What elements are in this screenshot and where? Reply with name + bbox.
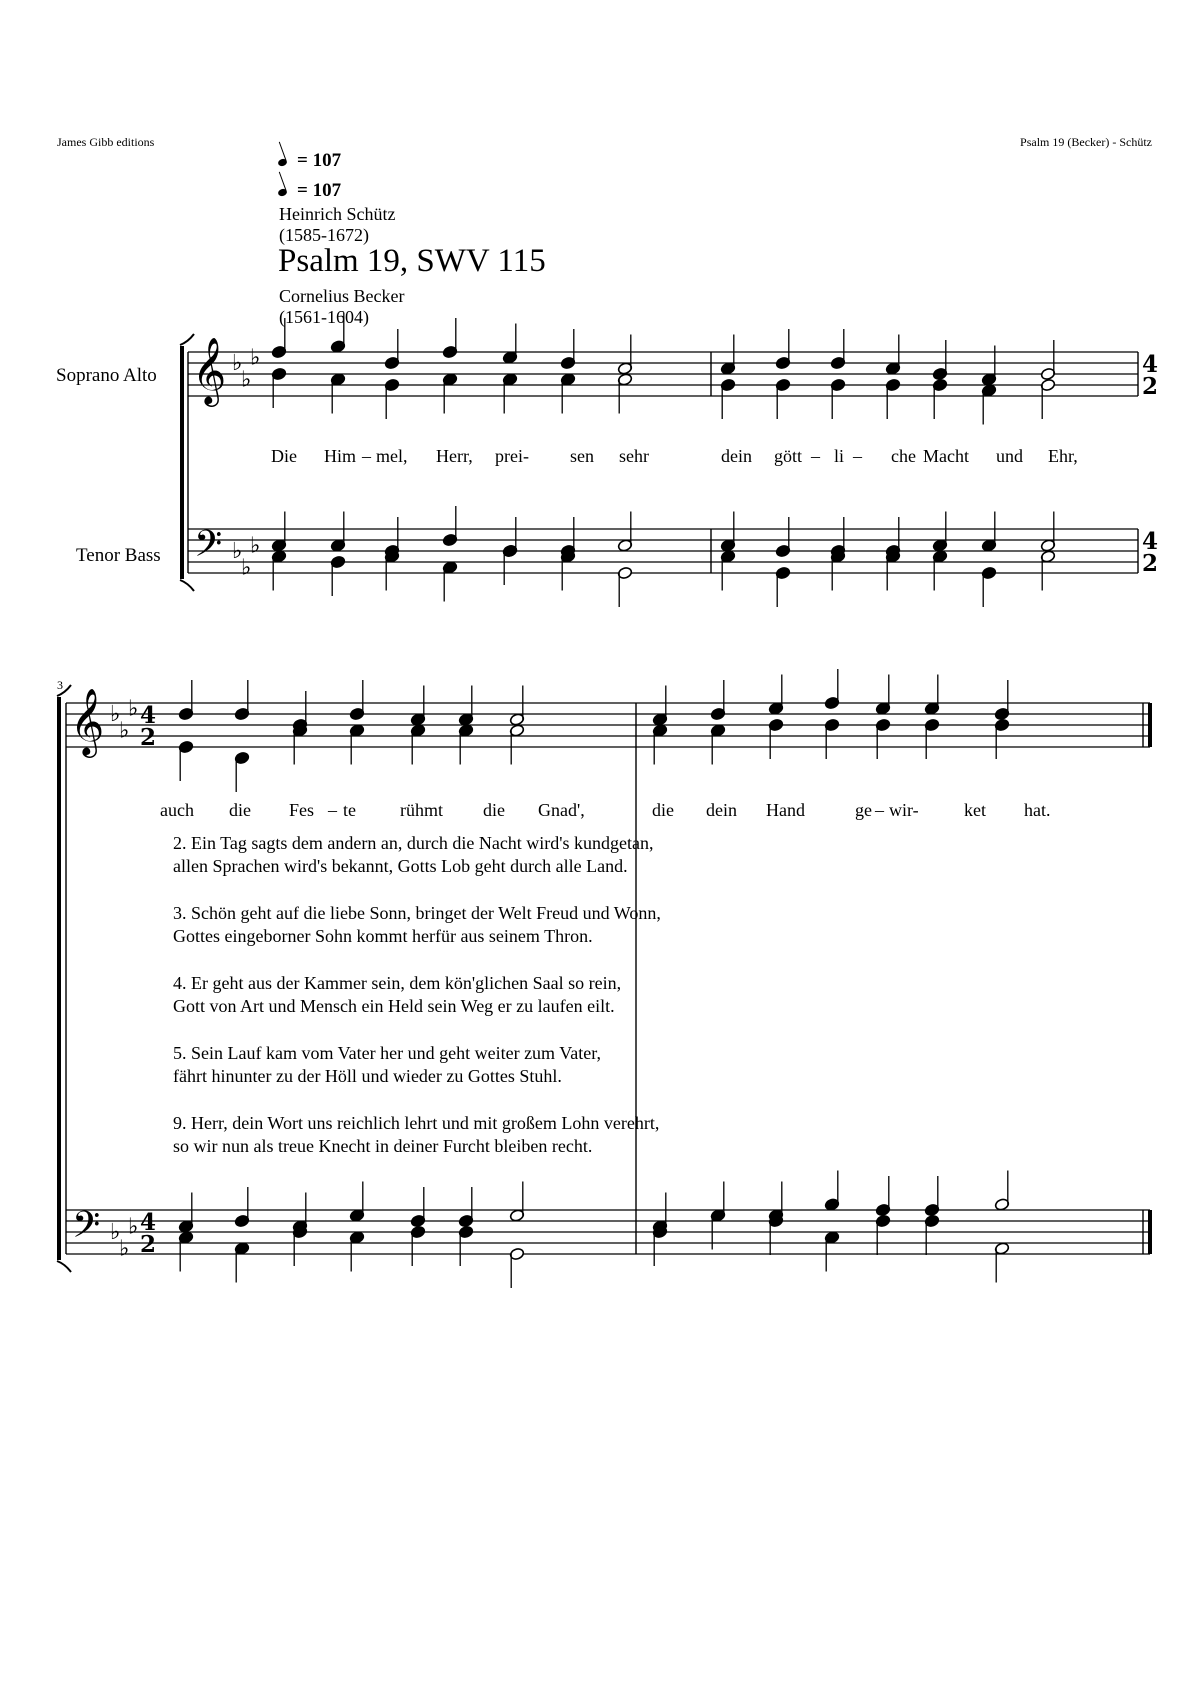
- lyric-syllable: Die: [271, 446, 297, 466]
- verse-line: 5. Sein Lauf kam vom Vater her und geht weiter zum Vater,: [173, 1043, 601, 1063]
- lyric-syllable: die: [229, 800, 251, 820]
- flat-icon: ♭: [119, 1236, 130, 1262]
- flat-icon: ♭: [110, 702, 121, 727]
- lyric-syllable: sen: [570, 446, 594, 466]
- lyric-syllable: die: [483, 800, 505, 820]
- lyric-syllable: dein: [721, 446, 752, 466]
- measure-number: 3: [57, 678, 63, 692]
- lyric-syllable: sehr: [619, 446, 649, 466]
- lyric-syllable: wir-: [889, 800, 919, 820]
- lyric-syllable: Fes: [289, 800, 315, 820]
- composer-name: Heinrich Schütz: [279, 204, 396, 224]
- bracket-hook: [180, 580, 194, 591]
- notes: [178, 313, 1055, 1289]
- tempo-marking-1: = 107: [278, 150, 341, 172]
- treble-clef-icon: 𝄞: [70, 687, 105, 755]
- flat-icon: ♭: [241, 367, 252, 393]
- staff-lines: [66, 352, 1150, 1254]
- lyric-hyphen: –: [811, 446, 820, 466]
- lyric-syllable: Ehr,: [1048, 446, 1078, 466]
- flat-icon: ♭: [119, 718, 130, 744]
- lyric-syllable: prei-: [495, 446, 529, 466]
- lyric-syllable: ket: [964, 800, 986, 820]
- running-title: Psalm 19 (Becker) - Schütz: [1020, 135, 1152, 149]
- composer-dates: (1585-1672): [279, 225, 369, 245]
- flat-icon: ♭: [128, 1214, 139, 1240]
- bass-clef-icon: 𝄢: [72, 1204, 101, 1255]
- time-signature-numerator: 4: [1142, 351, 1159, 378]
- lyric-syllable: Him: [324, 446, 357, 466]
- lyric-syllable: hat.: [1024, 800, 1051, 820]
- lyric-hyphen: –: [328, 800, 337, 820]
- time-signature-denominator: 2: [1142, 550, 1159, 577]
- flat-icon: ♭: [232, 351, 243, 376]
- lyric-syllable: gött: [774, 446, 803, 466]
- poet-name: Cornelius Becker: [279, 286, 405, 306]
- flat-icon: ♭: [232, 539, 243, 564]
- lyric-syllable: Herr,: [436, 446, 473, 466]
- lyric-syllable: Hand: [766, 800, 805, 820]
- flat-icon: ♭: [250, 345, 261, 371]
- verse-line: Gottes eingeborner Sohn kommt herfür aus seinem Thron.: [173, 926, 593, 946]
- edition-credit: James Gibb editions: [57, 135, 155, 149]
- verse-line: Gott von Art und Mensch ein Held sein Weg er zu laufen eilt.: [173, 996, 615, 1016]
- key-signatures: [110, 346, 260, 1262]
- lyric-syllable: che: [891, 446, 916, 466]
- lyric-syllable: rühmt: [400, 800, 443, 820]
- barlines: [66, 352, 1150, 1254]
- verse-line: fährt hinunter zu der Höll und wieder zu Gottes Stuhl.: [173, 1066, 562, 1086]
- page-title: Psalm 19, SWV 115: [278, 243, 546, 279]
- time-signature-denominator: 2: [140, 1231, 157, 1258]
- system-brackets: [57, 334, 194, 1272]
- upper-staff-label: Soprano Alto: [56, 365, 157, 386]
- lyric-syllable: te: [343, 800, 356, 820]
- verse-line: 4. Er geht aus der Kammer sein, dem kön'glichen Saal so rein,: [173, 973, 622, 993]
- lyric-syllable: Gnad',: [538, 800, 585, 820]
- verse-line: so wir nun als treue Knecht in deiner Furcht bleiben recht.: [173, 1136, 593, 1156]
- verse-line: 2. Ein Tag sagts dem andern an, durch die Nacht wird's kundgetan,: [173, 833, 654, 853]
- lyric-syllable: die: [652, 800, 674, 820]
- lyric-hyphen: –: [875, 800, 884, 820]
- flat-icon: ♭: [128, 696, 139, 722]
- treble-clef-icon: 𝄞: [192, 336, 227, 404]
- bracket-hook: [57, 685, 71, 696]
- time-signature-denominator: 2: [1142, 373, 1159, 400]
- lyric-syllable: und: [996, 446, 1023, 466]
- verse-line: 3. Schön geht auf die liebe Sonn, bringet der Welt Freud und Wonn,: [173, 903, 661, 923]
- lyric-syllable: mel,: [376, 446, 408, 466]
- lower-staff-label: Tenor Bass: [76, 545, 161, 566]
- clefs: [70, 336, 226, 1255]
- time-signature-denominator: 2: [140, 724, 157, 751]
- tempo-marking-2: = 107: [278, 180, 341, 202]
- lyric-syllable: dein: [706, 800, 737, 820]
- flat-icon: ♭: [110, 1220, 121, 1245]
- bracket-hook: [57, 1261, 71, 1272]
- flat-icon: ♭: [241, 555, 252, 581]
- verse-line: allen Sprachen wird's bekannt, Gotts Lob geht durch alle Land.: [173, 856, 628, 876]
- flat-icon: ♭: [250, 533, 261, 559]
- lyric-hyphen: –: [853, 446, 862, 466]
- time-signature-numerator: 4: [1142, 528, 1159, 555]
- time-signature-numerator: 4: [140, 702, 157, 729]
- lyric-syllable: li: [834, 446, 845, 466]
- time-signatures: [140, 351, 1158, 1258]
- lyric-syllable: Macht: [923, 446, 969, 466]
- bass-clef-icon: 𝄢: [194, 523, 223, 574]
- lyric-hyphen: –: [362, 446, 371, 466]
- time-signature-numerator: 4: [140, 1209, 157, 1236]
- poet-dates: (1561-1604): [279, 307, 369, 327]
- lyric-syllable: auch: [160, 800, 194, 820]
- lyric-syllable: ge: [855, 800, 872, 820]
- verse-line: 9. Herr, dein Wort uns reichlich lehrt und mit großem Lohn verehrt,: [173, 1113, 660, 1133]
